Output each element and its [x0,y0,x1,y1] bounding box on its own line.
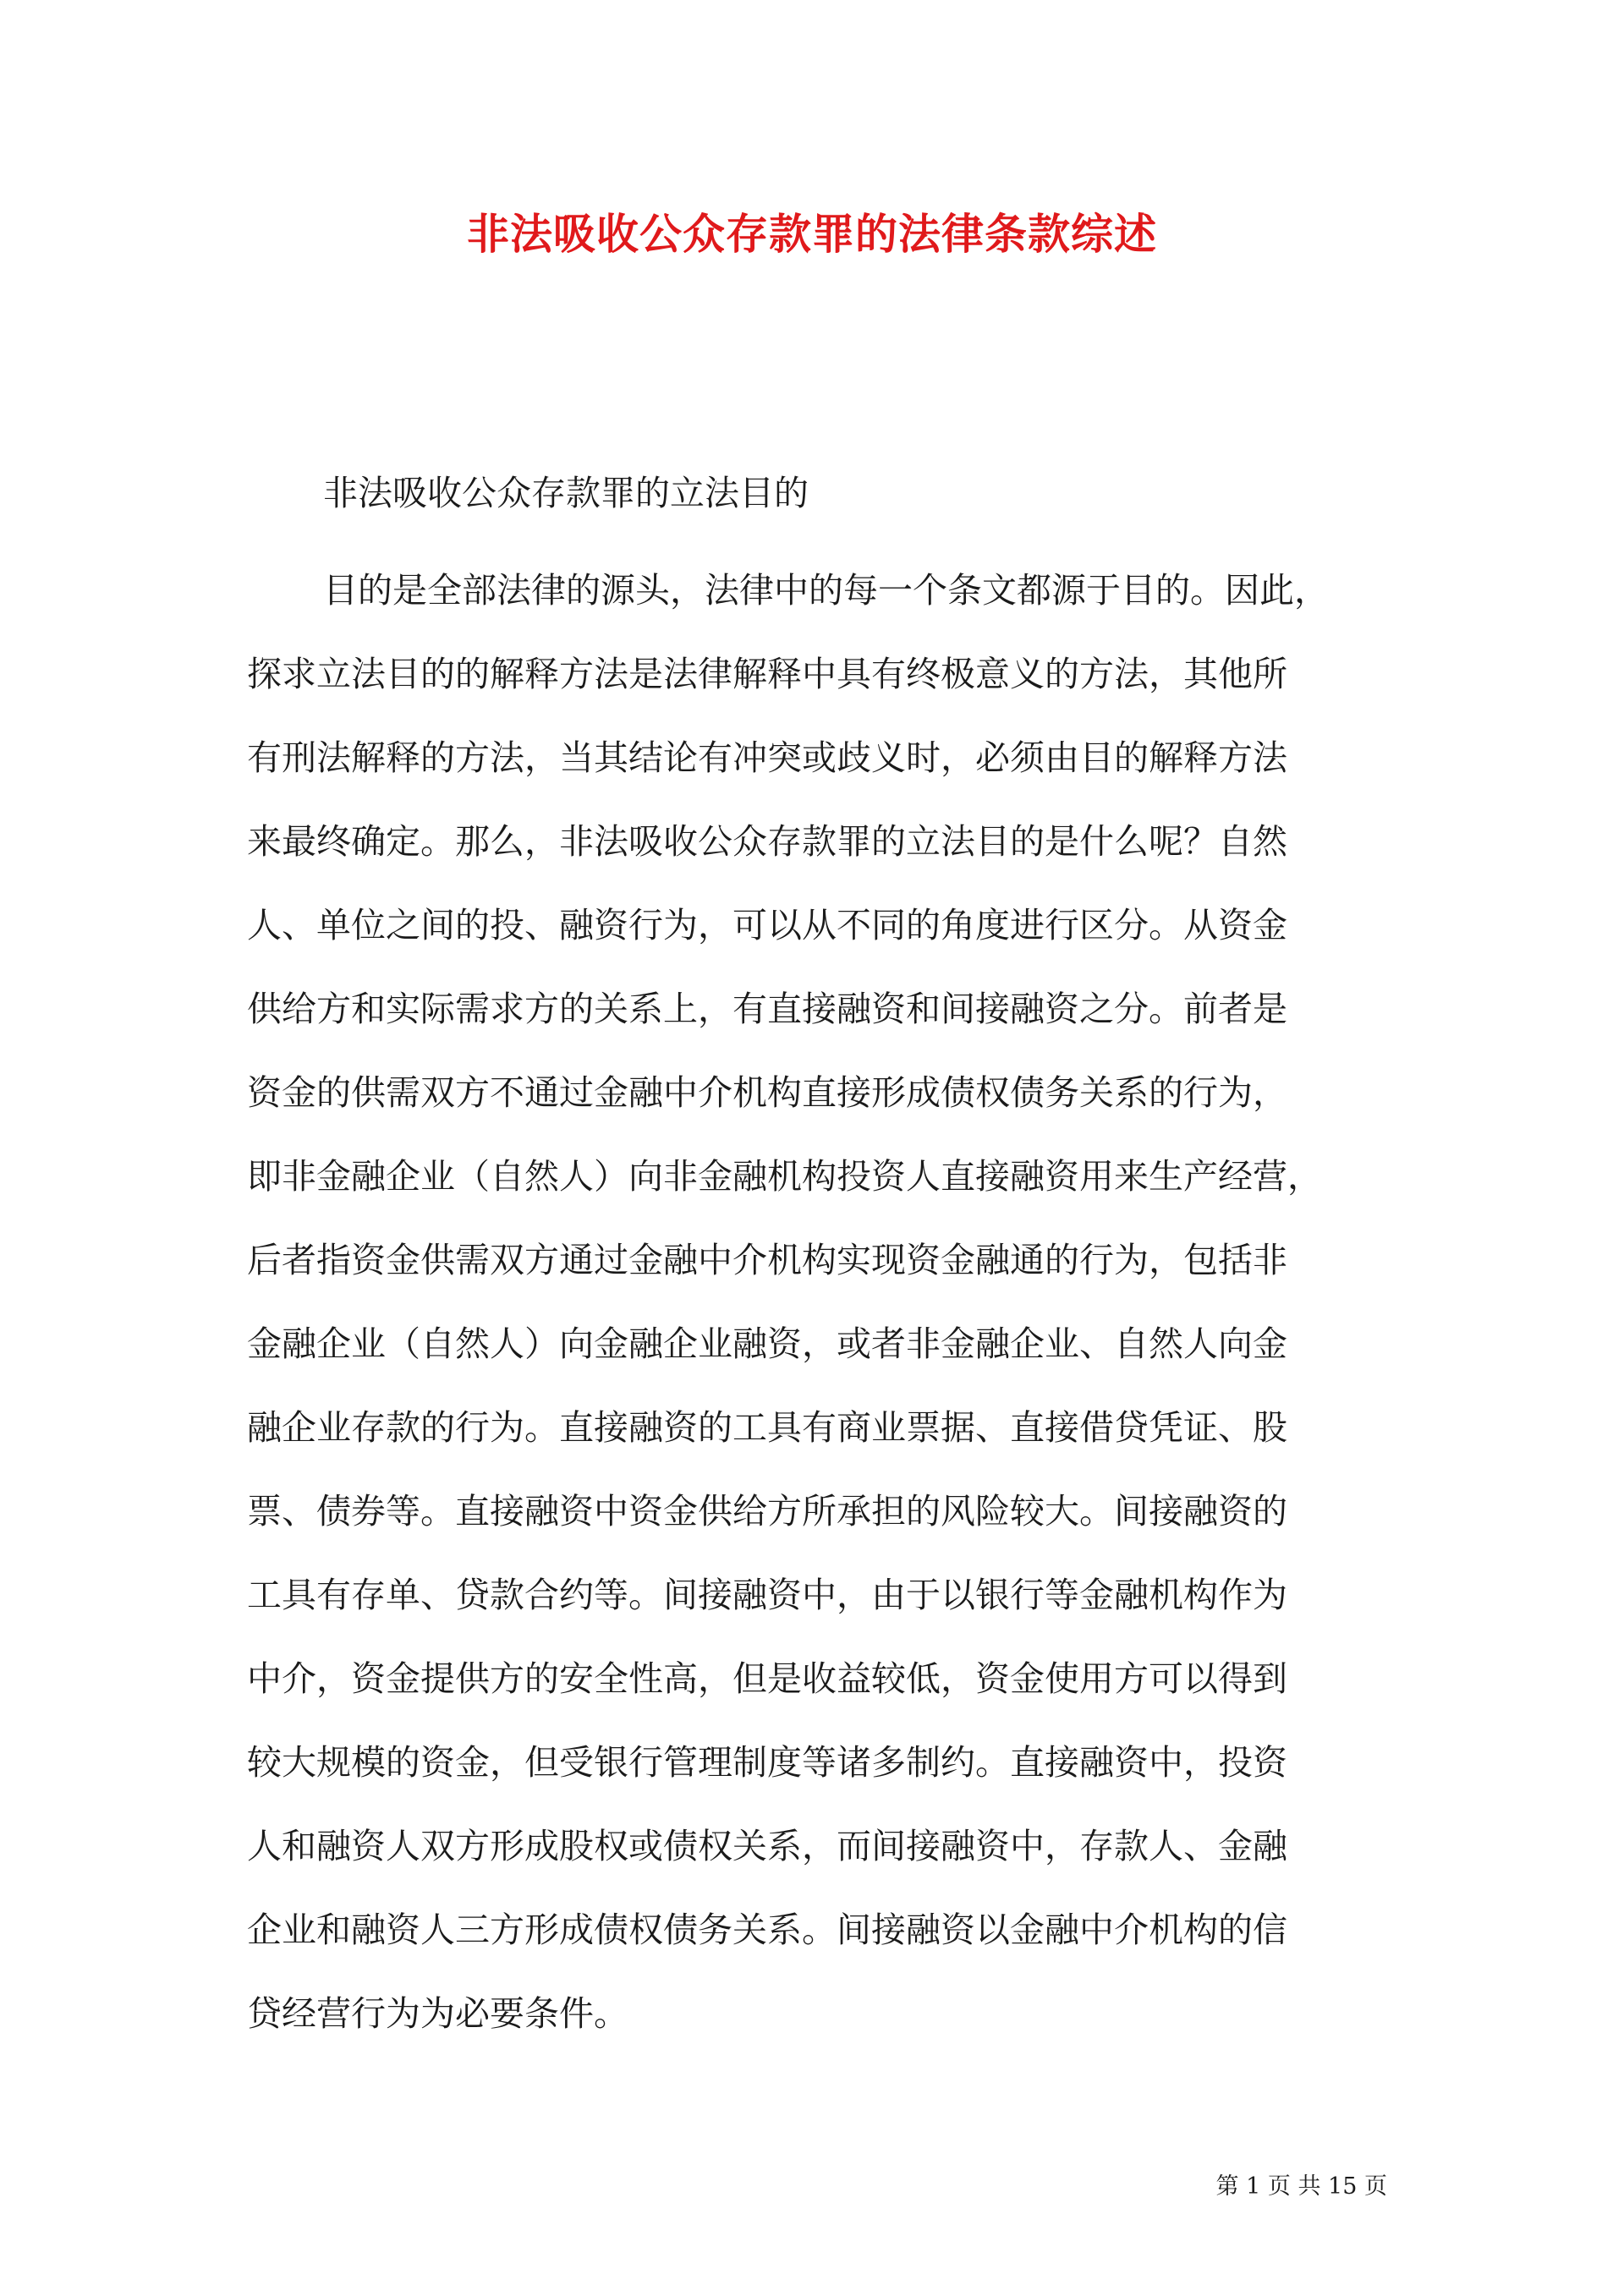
body-line: 有刑法解释的方法，当其结论有冲突或歧义时，必须由目的解释方法 [247,737,1287,778]
body-line: 工具有存单、贷款合约等。间接融资中，由于以银行等金融机构作为 [247,1575,1287,1615]
body-line: 资金的供需双方不通过金融中介机构直接形成债权债务关系的行为， [247,1072,1287,1113]
body-line: 中介，资金提供方的安全性高，但是收益较低，资金使用方可以得到 [247,1658,1287,1699]
body-text [247,549,1397,2056]
body-line: 融企业存款的行为。直接融资的工具有商业票据、直接借贷凭证、股 [247,1407,1287,1448]
body-line: 较大规模的资金，但受银行管理制度等诸多制约。直接融资中，投资 [247,1742,1287,1783]
body-line: 金融企业（自然人）向金融企业融资，或者非金融企业、自然人向金 [247,1323,1287,1364]
body-line: 票、债券等。直接融资中资金供给方所承担的风险较大。间接融资的 [247,1491,1287,1532]
body-line: 探求立法目的的解释方法是法律解释中具有终极意义的方法，其他所 [247,654,1287,694]
body-line: 来最终确定。那么，非法吸收公众存款罪的立法目的是什么呢？自然 [247,821,1287,862]
body-line: 人和融资人双方形成股权或债权关系，而间接融资中，存款人、金融 [247,1826,1287,1866]
body-line: 后者指资金供需双方通过金融中介机构实现资金融通的行为，包括非 [247,1240,1287,1280]
page-number-footer: 第 1 页 共 15 页 [1215,2173,1387,2200]
body-line: 人、单位之间的投、融资行为，可以从不同的角度进行区分。从资金 [247,905,1287,945]
section-heading: 非法吸收公众存款罪的立法目的 [323,473,809,513]
document-title: 非法吸收公众存款罪的法律条款综述 [467,209,1157,259]
body-line: 即非金融企业（自然人）向非金融机构投资人直接融资用来生产经营， [247,1156,1322,1197]
body-line: 目的是全部法律的源头，法律中的每一个条文都源于目的。因此， [323,570,1329,611]
body-line: 企业和融资人三方形成债权债务关系。间接融资以金融中介机构的信 [247,1910,1287,1950]
body-line: 供给方和实际需求方的关系上，有直接融资和间接融资之分。前者是 [247,989,1287,1029]
body-line: 贷经营行为为必要条件。 [247,1993,628,2034]
